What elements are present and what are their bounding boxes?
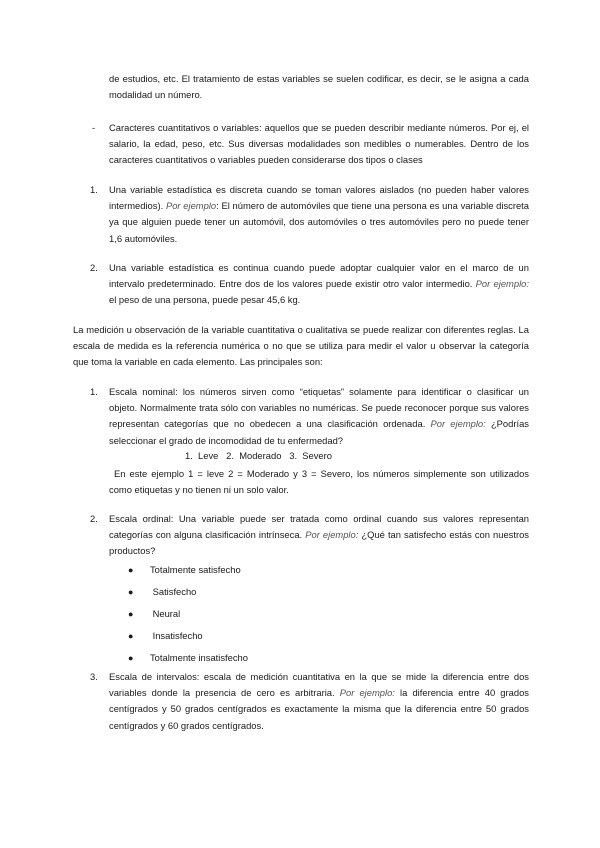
- option-label: Totalmente insatisfecho: [150, 652, 248, 663]
- paragraph-discreta: [109, 182, 529, 247]
- nominal-text-a: Escala nominal: los números sirven como “etiquetas” solamente para identificar o clasificar un objeto. Normalmente trata sólo con variables no numéricas. Se puede reconocer porque sus valores representan categorías que no obedecen a una clasificación ordenada.: [109, 386, 529, 430]
- nominal-example-label: Por ejemplo:: [430, 418, 486, 430]
- paragraph-codificar: [109, 71, 529, 103]
- bullet-icon: ●: [128, 587, 134, 597]
- discreta-text-b: : El número de automóviles que tiene una persona es una variable discreta ya que alguien puede tener un automóvil, dos automóviles o tres automóviles pero no puede tener 1,6 automóviles.: [109, 200, 529, 244]
- continua-example-label: Por ejemplo:: [475, 278, 529, 290]
- bullet-icon: ●: [128, 609, 134, 619]
- intervalos-example-label: Por ejemplo:: [339, 687, 395, 699]
- list-number-nominal: 1.: [90, 386, 98, 397]
- dash-marker: -: [92, 122, 96, 133]
- list-number-discreta: 1.: [90, 184, 98, 195]
- option-label: Insatisfecho: [150, 630, 203, 641]
- paragraph-codificar-text: de estudios, etc. El tratamiento de estas variables se suelen codificar, es decir, se le asigna a cada modalidad un número.: [109, 73, 529, 101]
- paragraph-ordinal: [109, 511, 529, 560]
- paragraph-continua: [109, 260, 529, 309]
- bullet-icon: ●: [128, 631, 134, 641]
- ordinal-text-b: ¿Qué tan satisfecho estás con nuestros productos?: [109, 529, 529, 557]
- paragraph-cuantitativos: [109, 120, 529, 169]
- discreta-example-label: Por ejemplo: [165, 200, 217, 212]
- list-number-continua: 2.: [90, 262, 98, 273]
- paragraph-medicion: [73, 322, 529, 371]
- paragraph-cuantitativos-text: Caracteres cuantitativos o variables: aquellos que se pueden describir mediante números. Por ej, el salario, la edad, peso, etc. Sus diversas modalidades son medibles o numerables. Dentro de los caracteres cuantitativos o variables pueden considerarse dos tipos o clases: [109, 122, 529, 166]
- discreta-text-a: Una variable estadística es discreta cuando se toman valores aislados (no pueden haber valores intermedios).: [109, 184, 529, 212]
- bullet-icon: ●: [128, 653, 134, 663]
- option-label: Neural: [150, 608, 181, 619]
- paragraph-medicion-text: La medición u observación de la variable cuantitativa o cualitativa se puede realizar con diferentes reglas. La escala de medida es la referencia numérica o no que se utiliza para medir el valor u observar la categoría que toma la variable en cada elemento. Las principales son:: [73, 324, 529, 368]
- paragraph-intervalos: [109, 669, 529, 734]
- ordinal-example-label: Por ejemplo:: [305, 529, 359, 541]
- nominal-options-line: [185, 448, 485, 464]
- continua-text-b: el peso de una persona, puede pesar 45,6 kg.: [109, 294, 301, 306]
- list-number-intervalos: 3.: [90, 671, 98, 682]
- intervalos-text-b: la diferencia entre 40 grados centígrados y 50 grados centígrados es exactamente la misma que la diferencia entre 50 grados centígrados y 60 grados centígrados.: [109, 687, 529, 731]
- ordinal-text-a: Escala ordinal: Una variable puede ser tratada como ordinal cuando sus valores representan categorías con alguna clasificación intrínseca.: [109, 513, 529, 541]
- intervalos-text-a: Escala de intervalos: escala de medición cuantitativa en la que se mide la diferencia entre dos variables donde la presencia de cero es arbitraria.: [109, 671, 529, 699]
- nominal-explanation-text: En este ejemplo 1 = leve 2 = Moderado y 3 = Severo, los números simplemente son utilizados como etiquetas y no tienen ni un solo valor.: [109, 468, 529, 496]
- nominal-text-b: ¿Podrías seleccionar el grado de incomodidad de tu enfermedad?: [109, 418, 529, 446]
- nominal-options-text: 1. Leve 2. Moderado 3. Severo: [185, 450, 332, 461]
- option-label: Satisfecho: [150, 586, 197, 597]
- option-label: Totalmente satisfecho: [150, 564, 241, 575]
- paragraph-nominal-explanation: [109, 466, 529, 498]
- continua-text-a: Una variable estadística es continua cuando puede adoptar cualquier valor en el marco de un intervalo predeterminado. Entre dos de los valores puede existir otro valor intermedio.: [109, 262, 529, 290]
- paragraph-nominal: [109, 384, 529, 449]
- bullet-icon: ●: [128, 565, 134, 575]
- list-number-ordinal: 2.: [90, 513, 98, 524]
